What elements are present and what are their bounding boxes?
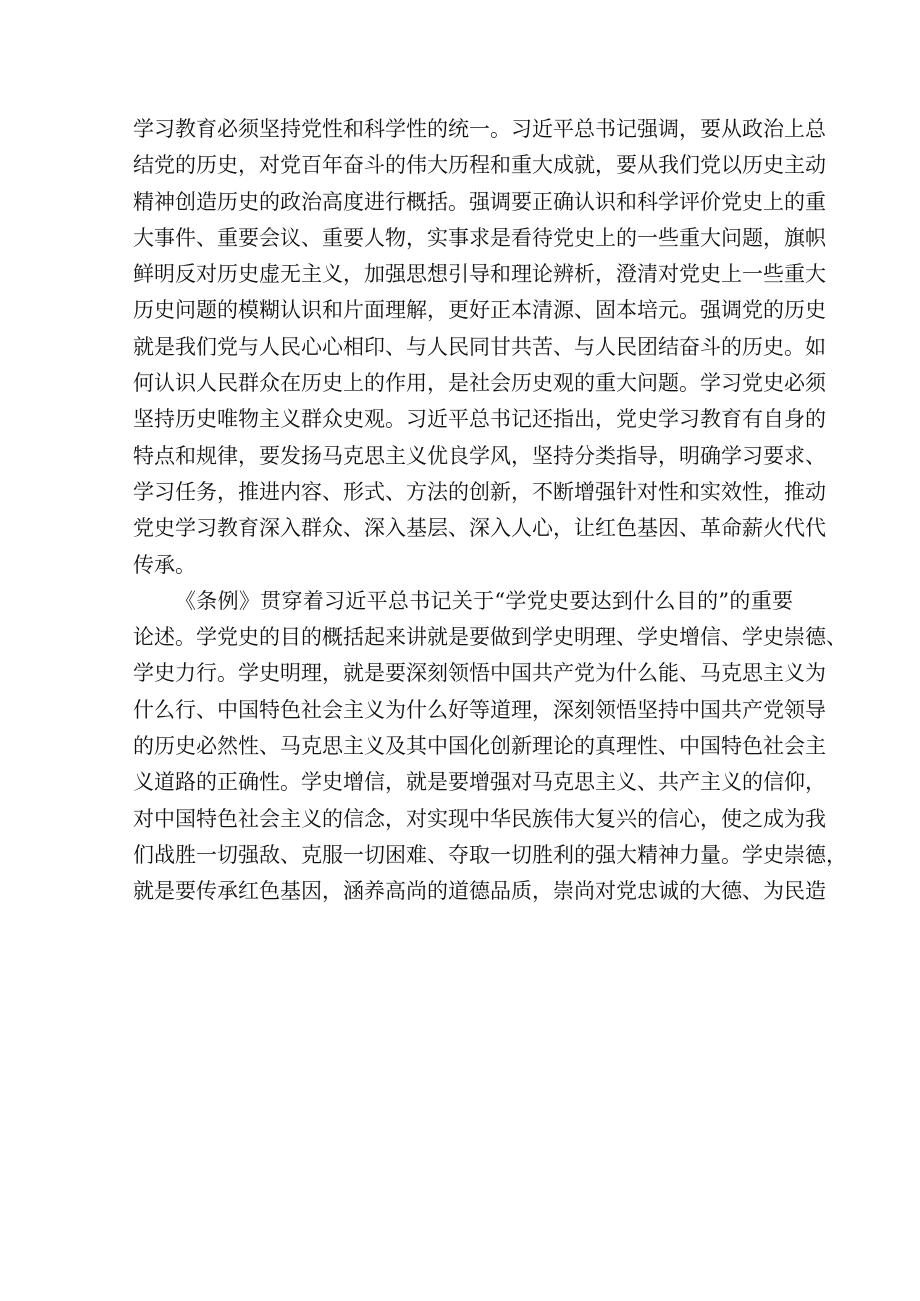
text-line: 《条例》贯穿着习近平总书记关于“学党史要达到什么目的”的重要	[175, 588, 793, 613]
paragraph-2	[133, 583, 847, 910]
text-line: 党史学习教育深入群众、深入基层、深入人心，让红色基因、革命薪火代代	[133, 516, 826, 541]
text-line: 义道路的正确性。学史增信，就是要增强对马克思主义、共产主义的信仰，	[133, 770, 826, 795]
text-line: 们战胜一切强敌、克服一切困难、夺取一切胜利的强大精神力量。学史崇德，	[133, 842, 847, 867]
text-line: 精神创造历史的政治高度进行概括。强调要正确认识和科学评价党史上的重	[133, 189, 826, 214]
text-line: 特点和规律，要发扬马克思主义优良学风，坚持分类指导，明确学习要求、	[133, 443, 826, 468]
text-line: 学史力行。学史明理，就是要深刻领悟中国共产党为什么能、马克思主义为	[133, 661, 826, 686]
text-line: 何认识人民群众在历史上的作用，是社会历史观的重大问题。学习党史必须	[133, 371, 826, 396]
text-line: 学习任务，推进内容、形式、方法的创新，不断增强针对性和实效性，推动	[133, 479, 826, 504]
text-line: 对中国特色社会主义的信念，对实现中华民族伟大复兴的信心，使之成为我	[133, 806, 826, 831]
text-line: 学习教育必须坚持党性和科学性的统一。习近平总书记强调，要从政治上总	[133, 117, 826, 141]
paragraph-1	[133, 111, 826, 583]
body-text	[133, 111, 847, 910]
text-line: 的历史必然性、马克思主义及其中国化创新理论的真理性、中国特色社会主	[133, 734, 826, 759]
text-line: 大事件、重要会议、重要人物，实事求是看待党史上的一些重大问题，旗帜	[133, 225, 826, 250]
text-line: 什么行、中国特色社会主义为什么好等道理，深刻领悟坚持中国共产党领导	[133, 697, 826, 722]
text-line: 就是要传承红色基因，涵养高尚的道德品质，崇尚对党忠诚的大德、为民造	[133, 879, 826, 904]
text-line: 历史问题的模糊认识和片面理解，更好正本清源、固本培元。强调党的历史	[133, 298, 826, 323]
text-line: 坚持历史唯物主义群众史观。习近平总书记还指出，党史学习教育有自身的	[133, 407, 826, 432]
text-line: 传承。	[133, 552, 196, 577]
text-line: 论述。学党史的目的概括起来讲就是要做到学史明理、学史增信、学史崇德、	[133, 625, 847, 650]
text-line: 鲜明反对历史虚无主义，加强思想引导和理论辨析，澄清对党史上一些重大	[133, 262, 826, 287]
text-line: 就是我们党与人民心心相印、与人民同甘共苦、与人民团结奋斗的历史。如	[133, 334, 826, 359]
text-line: 结党的历史，对党百年奋斗的伟大历程和重大成就，要从我们党以历史主动	[133, 153, 826, 178]
